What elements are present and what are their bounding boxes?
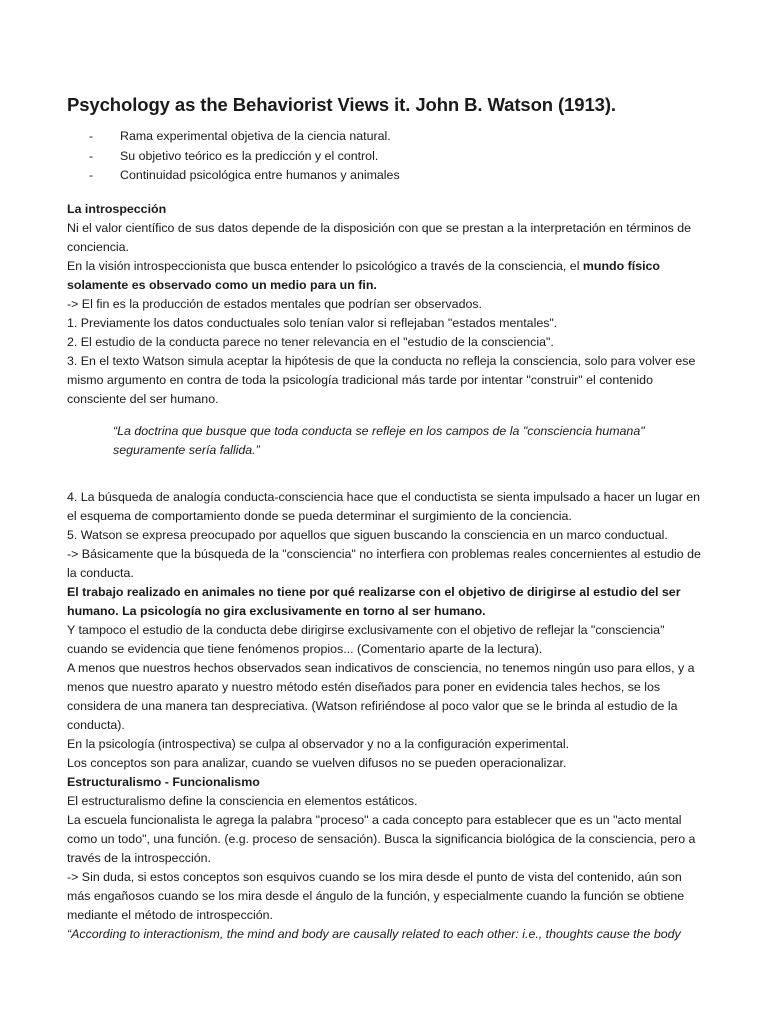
spacer [67, 460, 707, 488]
bullet-item [67, 166, 707, 186]
block-quote: “La doctrina que busque que toda conducta se refleje en los campos de la "consciencia humana" seguramente sería fallida.” [113, 423, 645, 457]
bullet-text: Su objetivo teórico es la predicción y el control. [120, 148, 379, 163]
bullet-text: Rama experimental objetiva de la ciencia natural. [120, 129, 391, 143]
paragraph: 1. Previamente los datos conductuales solo tenían valor si reflejaban "estados mentales". [67, 315, 558, 330]
bullet-item [67, 127, 707, 147]
bullet-marker: - [89, 168, 94, 182]
paragraph: El estructuralismo define la consciencia en elementos estáticos. [67, 793, 418, 808]
paragraph: -> Básicamente que la búsqueda de la "consciencia" no interfiera con problemas reales concernientes al estudio de la conducta. [67, 546, 701, 580]
paragraph: En la psicología (introspectiva) se culpa al observador y no a la configuración experimental. [67, 736, 570, 751]
paragraph: La escuela funcionalista le agrega la palabra "proceso" a cada concepto para establecer que es un "acto mental como un todo", una función. (e.g. proceso de sensación). Busca la significancia biológica de la consciencia, pero a través de la introspección. [67, 812, 696, 865]
section-heading-introspeccion: La introspección [67, 201, 167, 216]
paragraph: A menos que nuestros hechos observados sean indicativos de consciencia, no tenemos ningún uso para ellos, y a menos que nuestro aparato y nuestro método estén diseñados para poner en evidencia tales hechos, se los considera de una manera tan despreciativa. (Watson refiriéndose al poco valor que se le brinda al estudio de la conducta). [67, 660, 695, 732]
paragraph: 2. El estudio de la conducta parece no tener relevancia en el "estudio de la consciencia". [67, 334, 554, 349]
paragraph: 4. La búsqueda de analogía conducta-consciencia hace que el conductista se sienta impulsado a hacer un lugar en el esquema de comportamiento donde se pueda determinar el surgimiento de la conciencia. [67, 489, 701, 523]
document-title: Psychology as the Behaviorist Views it. John B. Watson (1913). [67, 94, 616, 115]
paragraph: Y tampoco el estudio de la conducta debe dirigirse exclusivamente con el objetivo de reflejar la "consciencia" cuando se evidencia que tiene fenómenos propios... (Comentario aparte de la lectura). [67, 622, 665, 656]
paragraph: Ni el valor científico de sus datos depende de la disposición con que se prestan a la interpretación en términos de conciencia. [67, 220, 692, 254]
paragraph-text: En la visión introspeccionista que busca entender lo psicológico a través de la consciencia, el [67, 258, 583, 273]
paragraph [67, 257, 707, 295]
bullet-marker: - [89, 148, 94, 163]
paragraph: 5. Watson se expresa preocupado por aquellos que siguen buscando la consciencia en un marco conductual. [67, 527, 668, 542]
bullet-item [67, 147, 707, 167]
paragraph: -> El fin es la producción de estados mentales que podrían ser observados. [67, 296, 482, 311]
section-heading-estructuralismo: Estructuralismo - Funcionalismo [67, 774, 260, 789]
paragraph-end: . [373, 277, 377, 292]
bold-paragraph: El trabajo realizado en animales no tiene por qué realizarse con el objetivo de dirigirse al estudio del ser humano. La psicología no gira exclusivamente en torno al ser humano. [67, 584, 681, 618]
paragraph: 3. En el texto Watson simula aceptar la hipótesis de que la conducta no refleja la consciencia, solo para volver ese mismo argumento en contra de toda la psicología tradicional más tarde por intentar "construir" el contenido consciente del ser humano. [67, 353, 696, 406]
bullet-text: Continuidad psicológica entre humanos y animales [120, 168, 400, 182]
trailing-quote: “According to interactionism, the mind and body are causally related to each other: i.e., thoughts cause the body [67, 926, 681, 941]
paragraph-bold-text: mundo físico solamente es observado como un medio para un fin [67, 258, 660, 292]
paragraph: -> Sin duda, si estos conceptos son esquivos cuando se los mira desde el punto de vista del contenido, aún son más engañosos cuando se los mira desde el ángulo de la función, y especialmente cuando la función se obtiene mediante el método de introspección. [67, 869, 685, 922]
summary-bullet-list [67, 127, 707, 186]
bullet-marker: - [89, 129, 94, 143]
paragraph: Los conceptos son para analizar, cuando se vuelven difusos no se pueden operacionalizar. [67, 755, 567, 770]
document-page [67, 92, 707, 944]
